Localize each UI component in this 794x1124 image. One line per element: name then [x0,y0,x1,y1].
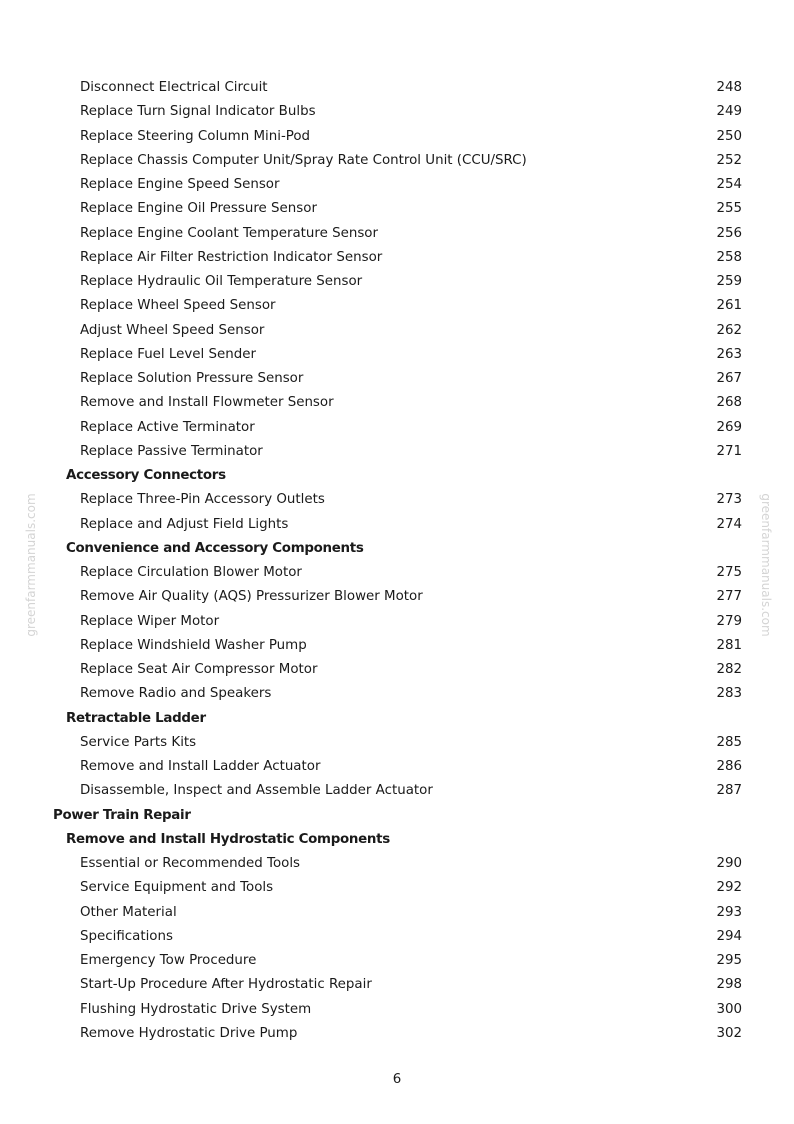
watermark-left-text: greenfarmmanuals.com [24,493,38,637]
toc-entry-page: 274 [716,516,742,532]
toc-entry-title: Remove and Install Ladder Actuator [80,759,321,774]
toc-entry-title: Replace Fuel Level Sender [80,346,256,362]
toc-entry-page: 249 [716,104,742,120]
toc-entry-page: 286 [716,759,742,774]
toc-subsection-heading[interactable] [0,464,794,488]
toc-entry-title: Retractable Ladder [66,710,206,726]
table-of-contents [0,76,794,1046]
toc-entry-page: 262 [716,322,742,338]
toc-entry[interactable] [0,731,794,755]
toc-entry[interactable] [0,610,794,634]
toc-entry[interactable] [0,779,794,803]
toc-entry-page: 293 [716,904,742,920]
toc-entry-page: 261 [716,298,742,314]
toc-entry-page: 290 [716,856,742,871]
toc-entry[interactable] [0,488,794,512]
toc-entry-title: Replace Wiper Motor [80,613,220,629]
toc-entry-title: Convenience and Accessory Components [66,540,364,556]
toc-entry[interactable] [0,561,794,585]
toc-entry-page: 258 [716,249,742,265]
toc-entry-title: Replace Turn Signal Indicator Bulbs [80,104,316,120]
toc-entry-page: 250 [716,128,742,144]
toc-entry-page: 295 [716,953,742,968]
toc-entry[interactable] [0,513,794,537]
toc-entry-title: Adjust Wheel Speed Sensor [80,322,265,338]
toc-entry-page: 294 [716,928,742,944]
toc-entry-title: Disconnect Electrical Circuit [80,80,268,95]
toc-entry[interactable] [0,222,794,246]
toc-entry[interactable] [0,173,794,197]
toc-entry-title: Remove Hydrostatic Drive Pump [80,1025,298,1041]
toc-entry-title: Remove Air Quality (AQS) Pressurizer Blower Motor [80,589,423,605]
toc-entry-title: Emergency Tow Procedure [80,953,257,968]
toc-entry-page: 259 [716,274,742,289]
toc-entry-page: 267 [716,371,742,386]
toc-entry-title: Disassemble, Inspect and Assemble Ladder Actuator [80,783,433,799]
toc-entry[interactable] [0,901,794,925]
toc-entry-title: Start-Up Procedure After Hydrostatic Repair [80,977,372,993]
toc-entry-page: 277 [716,589,742,605]
toc-entry-page: 300 [716,1001,742,1017]
toc-entry[interactable] [0,319,794,343]
toc-entry-page: 292 [716,880,742,896]
toc-subsection-heading[interactable] [0,707,794,731]
toc-entry[interactable] [0,270,794,294]
toc-entry[interactable] [0,852,794,876]
toc-entry-title: Replace Engine Oil Pressure Sensor [80,201,317,217]
toc-entry-title: Remove and Install Hydrostatic Components [66,831,390,847]
toc-entry-page: 273 [716,492,742,508]
toc-entry-title: Replace Windshield Washer Pump [80,637,307,653]
toc-entry-page: 269 [716,419,742,435]
toc-entry[interactable] [0,343,794,367]
toc-entry[interactable] [0,440,794,464]
toc-entry[interactable] [0,100,794,124]
toc-entry[interactable] [0,973,794,997]
toc-entry-title: Replace and Adjust Field Lights [80,516,289,532]
toc-entry[interactable] [0,998,794,1022]
toc-entry[interactable] [0,197,794,221]
toc-entry-title: Remove and Install Flowmeter Sensor [80,395,334,411]
toc-entry-title: Replace Air Filter Restriction Indicator Sensor [80,249,383,265]
toc-entry[interactable] [0,658,794,682]
toc-entry-title: Replace Passive Terminator [80,443,263,459]
toc-entry-page: 282 [716,662,742,677]
toc-entry-page: 302 [716,1025,742,1041]
toc-entry-page: 256 [716,225,742,241]
toc-entry[interactable] [0,925,794,949]
toc-entry-title: Essential or Recommended Tools [80,856,301,871]
toc-entry[interactable] [0,755,794,779]
page-number: 6 [392,1072,402,1087]
toc-entry-title: Replace Engine Coolant Temperature Sensor [80,225,379,241]
toc-entry[interactable] [0,416,794,440]
toc-entry[interactable] [0,634,794,658]
toc-entry-title: Replace Chassis Computer Unit/Spray Rate Control Unit (CCU/SRC) [80,152,527,168]
toc-subsection-heading[interactable] [0,828,794,852]
toc-entry-title: Power Train Repair [53,807,191,823]
toc-entry-page: 281 [716,637,742,653]
toc-entry-title: Replace Engine Speed Sensor [80,177,280,192]
toc-entry-title: Service Parts Kits [80,734,197,750]
toc-entry-page: 285 [716,734,742,750]
toc-entry-page: 279 [716,613,742,629]
toc-entry-page: 252 [716,152,742,168]
toc-entry-page: 263 [716,346,742,362]
toc-entry-title: Flushing Hydrostatic Drive System [80,1001,312,1017]
toc-entry[interactable] [0,76,794,100]
toc-entry-page: 248 [716,80,742,95]
toc-entry-title: Replace Seat Air Compressor Motor [80,662,318,677]
toc-entry-title: Replace Active Terminator [80,419,255,435]
toc-entry-title: Specifications [80,928,173,944]
toc-subsection-heading[interactable] [0,537,794,561]
toc-entry[interactable] [0,294,794,318]
toc-entry[interactable] [0,949,794,973]
toc-entry[interactable] [0,391,794,415]
toc-entry-title: Replace Three-Pin Accessory Outlets [80,492,325,508]
toc-entry[interactable] [0,1022,794,1046]
toc-entry[interactable] [0,246,794,270]
toc-entry-title: Accessory Connectors [66,468,226,483]
toc-entry-title: Replace Wheel Speed Sensor [80,298,276,314]
toc-entry-page: 271 [716,443,742,459]
toc-entry-page: 287 [716,783,742,799]
toc-entry-title: Replace Solution Pressure Sensor [80,371,304,386]
toc-entry[interactable] [0,876,794,900]
toc-section-heading[interactable] [0,804,794,828]
toc-entry-page: 298 [716,977,742,993]
toc-entry[interactable] [0,125,794,149]
toc-entry[interactable] [0,367,794,391]
toc-entry-page: 254 [716,177,742,192]
toc-entry[interactable] [0,149,794,173]
toc-entry-page: 283 [716,686,742,702]
toc-entry-title: Replace Circulation Blower Motor [80,565,302,580]
toc-entry[interactable] [0,682,794,706]
toc-entry[interactable] [0,585,794,609]
toc-entry-page: 268 [716,395,742,411]
toc-entry-title: Replace Steering Column Mini-Pod [80,128,311,144]
toc-entry-title: Replace Hydraulic Oil Temperature Sensor [80,274,363,289]
toc-entry-title: Service Equipment and Tools [80,880,274,896]
toc-entry-page: 255 [716,201,742,217]
watermark-right-text: greenfarmmanuals.com [759,493,773,637]
toc-entry-title: Other Material [80,904,177,920]
toc-entry-page: 275 [716,565,742,580]
toc-entry-title: Remove Radio and Speakers [80,686,272,702]
